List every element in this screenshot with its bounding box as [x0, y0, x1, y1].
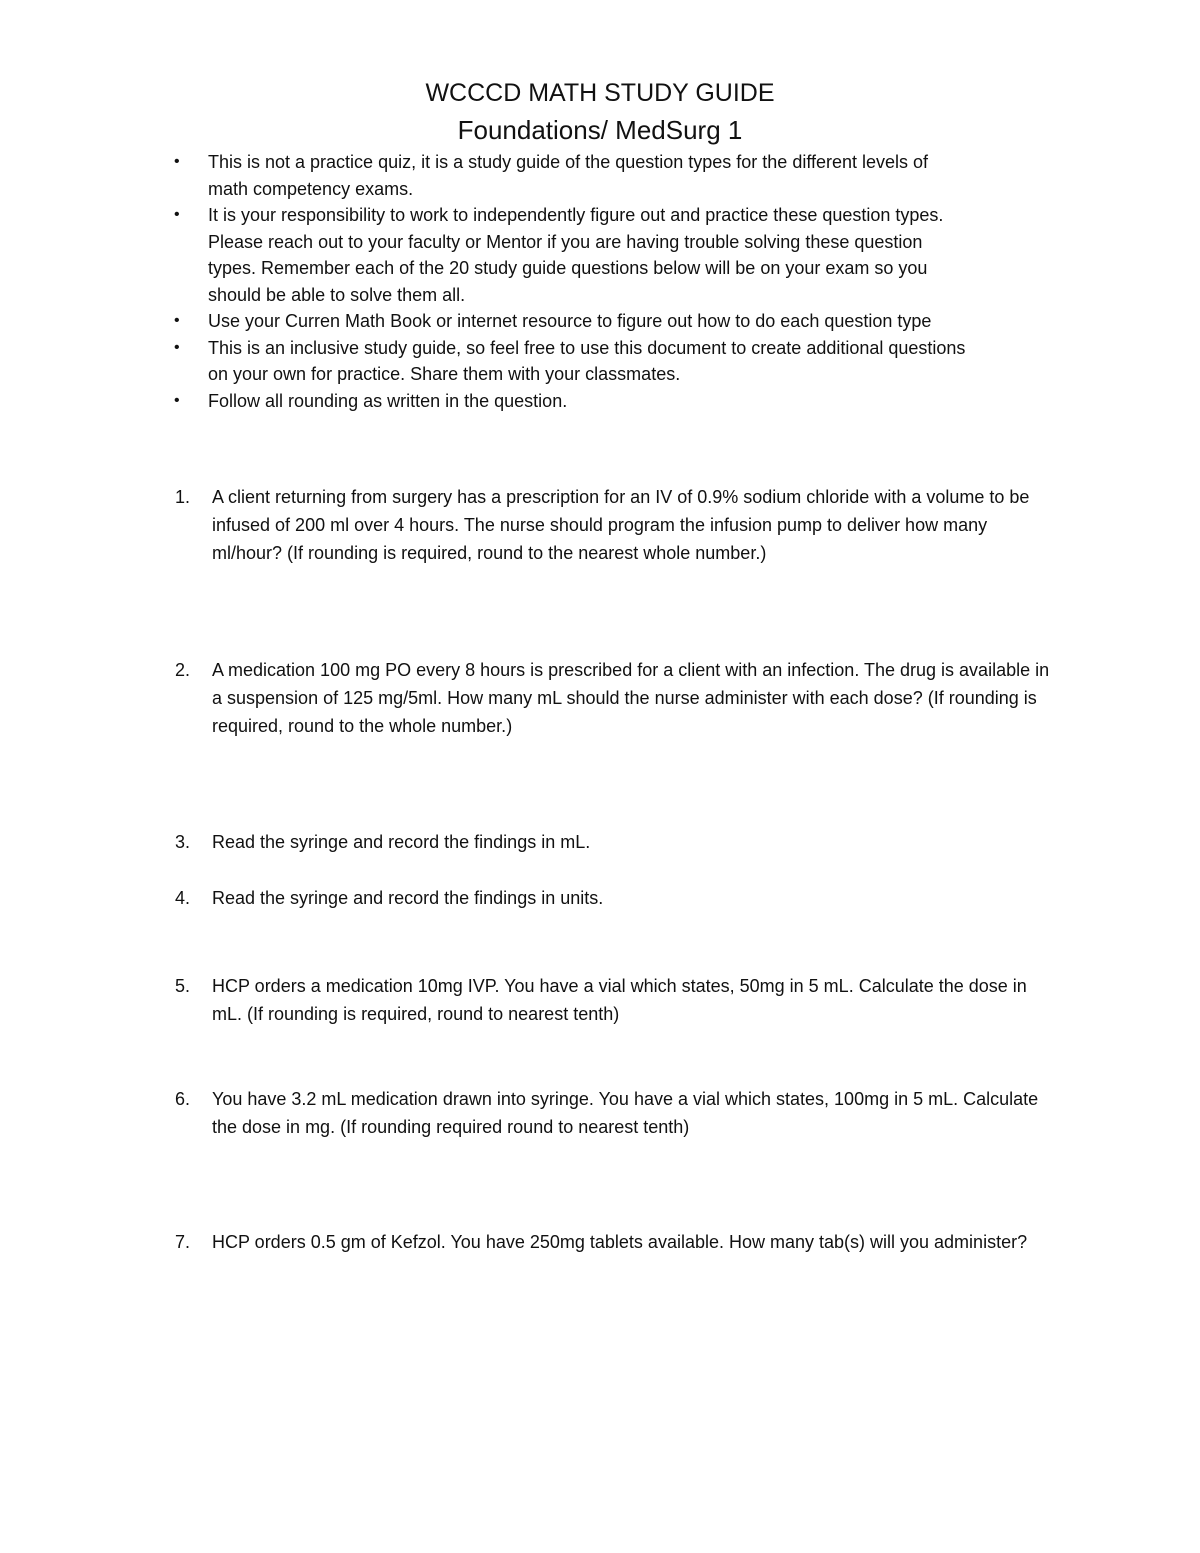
bullet-icon: •: [174, 338, 180, 356]
question-7: [170, 1228, 1050, 1256]
question-4: [170, 884, 1050, 912]
question-number: 3.: [175, 832, 191, 852]
document-title: WCCCD MATH STUDY GUIDE: [425, 79, 775, 107]
question-text: HCP orders 0.5 gm of Kefzol. You have 250mg tablets available. How many tab(s) will you administer?: [212, 1232, 1028, 1252]
question-number: 4.: [175, 888, 191, 908]
question-text: Read the syringe and record the findings in units.: [212, 888, 604, 908]
question-number: 5.: [175, 976, 191, 996]
question-text: Read the syringe and record the findings in mL.: [212, 832, 591, 852]
question-number: 7.: [175, 1232, 191, 1252]
instruction-text: Follow all rounding as written in the question.: [208, 390, 568, 411]
instruction-item: [170, 308, 970, 335]
question-6: [170, 1085, 1050, 1141]
question-3: [170, 828, 1050, 856]
question-number: 1.: [175, 487, 191, 507]
question-2: [170, 656, 1050, 740]
instruction-text: This is an inclusive study guide, so feel free to use this document to create additional questions on your own for practice. Share them with your classmates.: [208, 337, 966, 384]
question-text: A medication 100 mg PO every 8 hours is prescribed for a client with an infection. The drug is available in a suspension of 125 mg/5ml. How many mL should the nurse administer with each dose? (If rounding is required, round to the whole number.): [212, 660, 1050, 736]
question-text: You have 3.2 mL medication drawn into syringe. You have a vial which states, 100mg in 5 mL. Calculate the dose in mg. (If rounding required round to nearest tenth): [212, 1089, 1039, 1137]
question-number: 2.: [175, 660, 191, 680]
instruction-item: [170, 202, 970, 308]
document-subtitle: Foundations/ MedSurg 1: [457, 115, 743, 145]
instruction-text: This is not a practice quiz, it is a study guide of the question types for the different levels of math competency exams.: [208, 152, 929, 199]
question-text: HCP orders a medication 10mg IVP. You have a vial which states, 50mg in 5 mL. Calculate the dose in mL. (If rounding is required, round to nearest tenth): [212, 976, 1027, 1024]
bullet-icon: •: [174, 206, 180, 223]
instruction-item: [170, 388, 970, 415]
question-1: [170, 483, 1050, 567]
instruction-item: [170, 149, 970, 202]
question-5: [170, 972, 1050, 1028]
instructions-list: [170, 149, 970, 414]
instruction-item: [170, 335, 970, 388]
bullet-icon: •: [174, 153, 180, 170]
bullet-icon: •: [174, 391, 180, 409]
question-number: 6.: [175, 1089, 191, 1109]
instruction-text: It is your responsibility to work to independently figure out and practice these question types. Please reach out to your faculty or Mentor if you are having trouble solving these question types. Remember each of the 20 study guide questions below will be on your exam so you should be able to solve them all.: [208, 205, 944, 305]
bullet-icon: •: [174, 312, 180, 329]
instruction-text: Use your Curren Math Book or internet resource to figure out how to do each question type: [208, 311, 932, 331]
question-text: A client returning from surgery has a prescription for an IV of 0.9% sodium chloride with a volume to be infused of 200 ml over 4 hours. The nurse should program the infusion pump to deliver how many ml/hour? (If rounding is required, round to the nearest whole number.): [212, 487, 1030, 563]
